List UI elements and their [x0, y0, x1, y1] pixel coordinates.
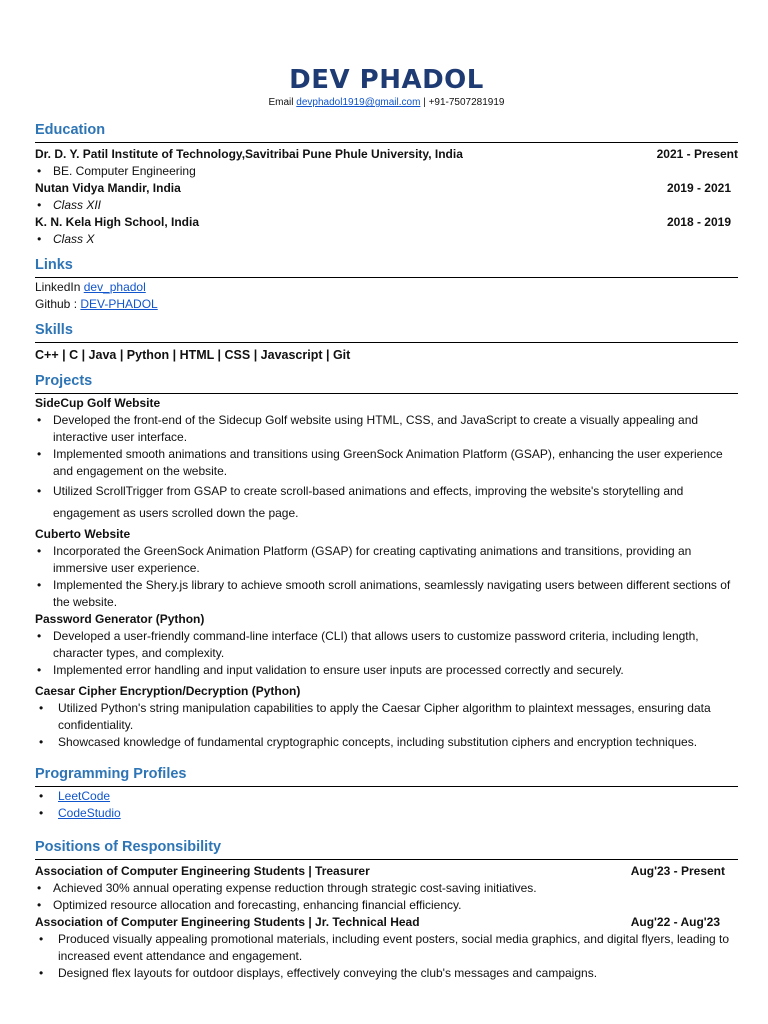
position-entry: [35, 863, 738, 880]
email-label: Email: [268, 97, 294, 108]
candidate-name: DEV PHADOL: [289, 65, 484, 95]
education-entry: [35, 146, 738, 163]
project-title: SideCup Golf Website: [35, 396, 161, 410]
education-section: [35, 146, 738, 248]
education-detail: • BE. Computer Engineering: [35, 163, 738, 180]
position-role: Association of Computer Engineering Students | Treasurer: [35, 864, 370, 878]
links-section: [35, 279, 738, 313]
github-line: [35, 296, 738, 313]
project-bullet: • Implemented smooth animations and transitions using GreenSock Animation Platform (GSAP), enhancing the user experience and engagement on the website.: [35, 446, 738, 480]
education-dates: 2019 - 2021: [666, 181, 731, 195]
project-bullet: • Incorporated the GreenSock Animation Platform (GSAP) for creating captivating animations and transitions, providing an immersive user experience.: [35, 543, 738, 577]
profile-item: [35, 788, 738, 805]
profiles-list: [35, 788, 738, 822]
email-link[interactable]: devphadol1919@gmail.com: [296, 97, 421, 108]
education-entry: [35, 180, 738, 197]
phone-number: | +91-7507281919: [423, 97, 505, 108]
project-bullet: • Developed a user-friendly command-line interface (CLI) that allows users to customize password criteria, including length, character types, and complexity.: [35, 628, 738, 662]
position-bullet: • Produced visually appealing promotional materials, including event posters, social media graphics, and digital flyers, leading to increased event attendance and engagement.: [35, 931, 738, 965]
github-label: Github :: [35, 297, 78, 311]
school-name: K. N. Kela High School, India: [35, 215, 200, 229]
contact-line: [35, 96, 738, 110]
project-title: Password Generator (Python): [35, 612, 205, 626]
position-bullet: • Achieved 30% annual operating expense reduction through strategic cost-saving initiatives.: [35, 880, 738, 897]
github-link[interactable]: DEV-PHADOL: [80, 297, 158, 311]
positions-section: [35, 863, 738, 982]
linkedin-link[interactable]: dev_phadol: [83, 280, 146, 294]
project-bullet: • Implemented the Shery.js library to achieve smooth scroll animations, seamlessly navigating users between different sections of the website.: [35, 577, 738, 611]
education-dates: 2021 - Present: [656, 147, 738, 161]
education-entry: [35, 214, 738, 231]
project-title: Caesar Cipher Encryption/Decryption (Python): [35, 684, 301, 698]
project-title: Cuberto Website: [35, 527, 131, 541]
project-bullet: • Utilized Python's string manipulation capabilities to apply the Caesar Cipher algorithm to plaintext messages, ensuring data confidentiality.: [35, 700, 738, 734]
position-role: Association of Computer Engineering Students | Jr. Technical Head: [35, 915, 420, 929]
position-entry: [35, 914, 738, 931]
skills-list: C++ | C | Java | Python | HTML | CSS | Javascript | Git: [35, 348, 351, 362]
linkedin-line: [35, 279, 738, 296]
position-bullet: • Optimized resource allocation and forecasting, enhancing financial efficiency.: [35, 897, 738, 914]
leetcode-link[interactable]: LeetCode: [58, 789, 111, 803]
profiles-heading: Programming Profiles: [35, 765, 738, 787]
education-detail: • Class XII: [35, 197, 738, 214]
education-detail: • Class X: [35, 231, 738, 248]
position-dates: Aug'22 - Aug'23: [630, 915, 720, 929]
links-heading: Links: [35, 256, 738, 278]
school-name: Dr. D. Y. Patil Institute of Technology,Savitribai Pune Phule University, India: [35, 147, 463, 161]
projects-section: [35, 395, 738, 751]
position-bullet: • Designed flex layouts for outdoor displays, effectively conveying the club's messages and campaigns.: [35, 965, 738, 982]
project-bullet: • Implemented error handling and input validation to ensure user inputs are processed correctly and securely.: [35, 662, 738, 679]
codestudio-link[interactable]: CodeStudio: [58, 806, 121, 820]
education-dates: 2018 - 2019: [666, 215, 731, 229]
school-name: Nutan Vidya Mandir, India: [35, 181, 181, 195]
education-heading: Education: [35, 121, 738, 143]
resume-page: [35, 64, 738, 982]
positions-heading: Positions of Responsibility: [35, 838, 738, 860]
projects-heading: Projects: [35, 372, 738, 394]
project-bullet: • Utilized ScrollTrigger from GSAP to create scroll-based animations and effects, improving the website's storytelling and engagement as users scrolled down the page.: [35, 480, 738, 524]
project-bullet: • Developed the front-end of the Sidecup Golf website using HTML, CSS, and JavaScript to create a visually appealing and interactive user interface.: [35, 412, 738, 446]
skills-heading: Skills: [35, 321, 738, 343]
position-dates: Aug'23 - Present: [630, 864, 725, 878]
project-bullet: • Showcased knowledge of fundamental cryptographic concepts, including substitution ciphers and encryption techniques.: [35, 734, 738, 751]
profile-item: [35, 805, 738, 822]
linkedin-label: LinkedIn: [35, 280, 81, 294]
